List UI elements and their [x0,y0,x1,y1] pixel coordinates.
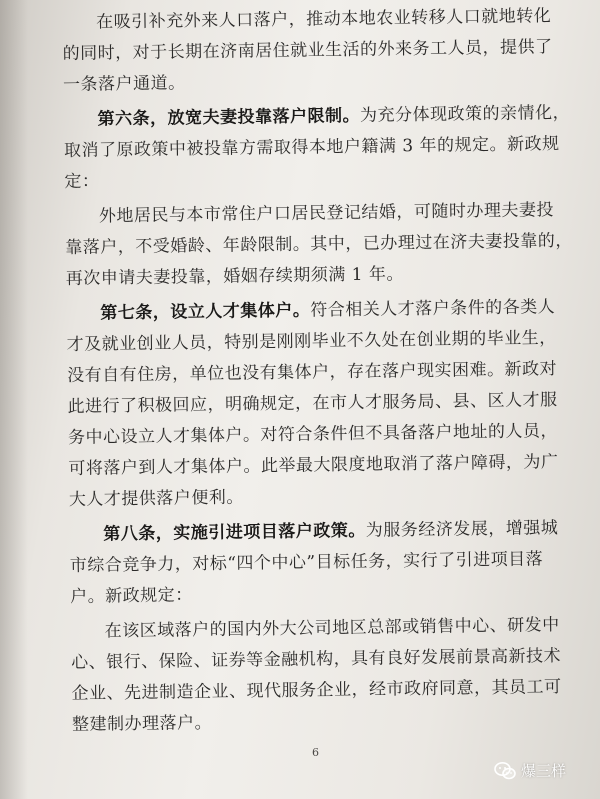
watermark [494,760,566,781]
page-number: 6 [312,746,319,759]
body-line: 的同时，对于长期在济南居住就业生活的外来务工人员，提供了 [62,37,553,64]
body-line: 在吸引补充外来人口落户，推动本地农业转移人口就地转化 [96,6,552,33]
body-line: 心、银行、保险、证券等金融机构，具有良好发展前景高新技术 [71,646,562,673]
body-line: 可将落户到人才集体户。此举最大限度地取消了落户障碍，为广 [68,452,559,479]
body-line: 取消了原政策中被投靠方需取得本地户籍满 3 年的规定。新政规 [63,134,560,161]
body-line: 市综合竞争力，对标“四个中心”目标任务，实行了引进项目落 [69,549,544,576]
body-text: 符合相关人才落户条件的各类人 [310,297,556,321]
page-edge-shadow [0,0,28,799]
document-body [62,1,577,741]
article-6-heading: 第六条，放宽夫妻投靠落户限制。 [97,105,361,130]
body-line: 一条落户通道。 [62,73,186,95]
body-line: 整建制办理落户。 [71,712,213,735]
body-line: 没有自有住房，单位也没有集体户，存在落户现实困难。新政对 [66,359,558,386]
body-text: 为充分体现政策的亲情化， [359,102,571,126]
body-line: 外地居民与本市常住户口居民登记结婚，可随时办理夫妻投 [98,200,555,227]
body-line: 再次申请夫妻投靠，婚姻存续期须满 1 年。 [65,264,405,289]
body-line: 才及就业创业人员，特别是刚刚毕业不久处在创业期的毕业生， [66,328,557,355]
body-line: 务中心设立人才集体户。对符合条件但不具备落户地址的人员， [67,421,559,448]
article-8-heading: 第八条，实施引进项目落户政策。 [103,520,366,545]
watermark-text: 爆三样 [521,762,567,780]
body-line: 定： [64,171,100,192]
body-line: 靠落户，不受婚龄、年龄限制。其中，已办理过在济夫妻投靠的， [65,230,573,258]
body-text: 为服务经济发展，增强城 [365,518,559,541]
body-line: 户。新政规定： [70,585,193,607]
article-7-heading: 第七条，设立人才集体户。 [100,300,311,324]
wechat-icon [494,761,516,781]
body-line: 大人才提供落户便利。 [68,487,244,510]
body-line: 企业、先进制造企业、现代服务企业，经市政府同意，其员工可 [71,677,562,704]
body-line: 此进行了积极回应，明确规定，在市人才服务局、县、区人才服 [67,390,558,417]
body-line: 在该区域落户的国内外大公司地区总部或销售中心、研发中 [104,615,560,642]
